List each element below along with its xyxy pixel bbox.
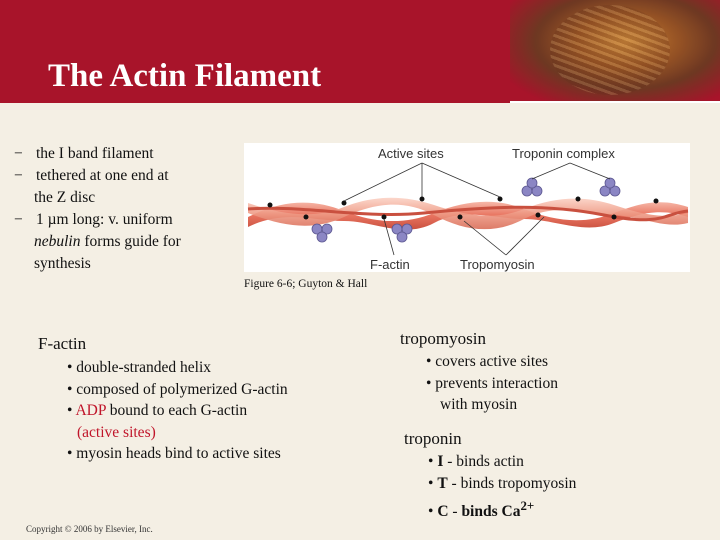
label-f-actin: F-actin [370, 257, 410, 272]
troponin-key: T [437, 475, 448, 492]
list-item [67, 400, 288, 422]
bullet-dash: − [14, 145, 23, 162]
troponin-heading: troponin [404, 429, 462, 448]
list-item [428, 451, 576, 473]
list-item: • double-stranded helix [67, 359, 212, 376]
bullet-text: synthesis [34, 255, 91, 272]
bullet: • [67, 402, 76, 419]
bullet-text: forms guide for [80, 233, 181, 250]
banner-artwork [510, 0, 720, 103]
troponin-key: I [437, 453, 444, 470]
list-item [428, 495, 576, 523]
list-item-text: - binds actin [443, 453, 524, 470]
list-item-text: bound to each G-actin [105, 402, 248, 419]
adp-term: ADP [75, 402, 106, 419]
nebulin-term: nebulin [34, 233, 81, 250]
label-active-sites: Active sites [378, 146, 444, 161]
label-tropomyosin: Tropomyosin [460, 257, 535, 272]
bullet: • [428, 503, 438, 521]
active-sites-note: (active sites) [77, 423, 156, 441]
bullet-dash: − [14, 167, 23, 184]
list-item-text: - binds tropomyosin [447, 475, 577, 492]
charge-superscript: 2+ [520, 498, 535, 513]
bullet-text: 1 µm long: v. uniform [36, 211, 173, 228]
actin-filament-diagram [244, 143, 690, 272]
list-item: with myosin [440, 396, 518, 413]
bullet: • [428, 453, 438, 470]
label-troponin-complex: Troponin complex [512, 146, 615, 161]
list-item: • myosin heads bind to active sites [67, 445, 281, 462]
figure-caption: Figure 6-6; Guyton & Hall [244, 278, 368, 290]
troponin-list [428, 451, 576, 523]
bullet-dash: − [14, 211, 23, 228]
list-item: • composed of polymerized G-actin [67, 380, 288, 398]
actin-filament-figure [244, 143, 690, 272]
list-item-text: - [448, 503, 462, 521]
list-item: • covers active sites [426, 353, 549, 370]
tropomyosin-list [426, 351, 558, 416]
bullet: • [428, 475, 438, 492]
bullet-text: the Z disc [34, 189, 96, 206]
list-item: • prevents interaction [426, 374, 558, 392]
tropomyosin-heading: tropomyosin [400, 329, 486, 348]
slide-title: The Actin Filament [48, 58, 322, 94]
copyright-notice: Copyright © 2006 by Elsevier, Inc. [26, 524, 153, 534]
bullet-text: the I band filament [36, 145, 154, 162]
bullet-text: tethered at one end at [36, 167, 169, 184]
troponin-key: C [437, 503, 449, 521]
intro-bullets [14, 143, 181, 275]
factin-heading: F-actin [38, 334, 87, 353]
list-item [428, 473, 576, 495]
binds-ca-text: binds Ca [461, 503, 521, 521]
banner-divider [510, 101, 720, 103]
factin-list [67, 357, 288, 465]
